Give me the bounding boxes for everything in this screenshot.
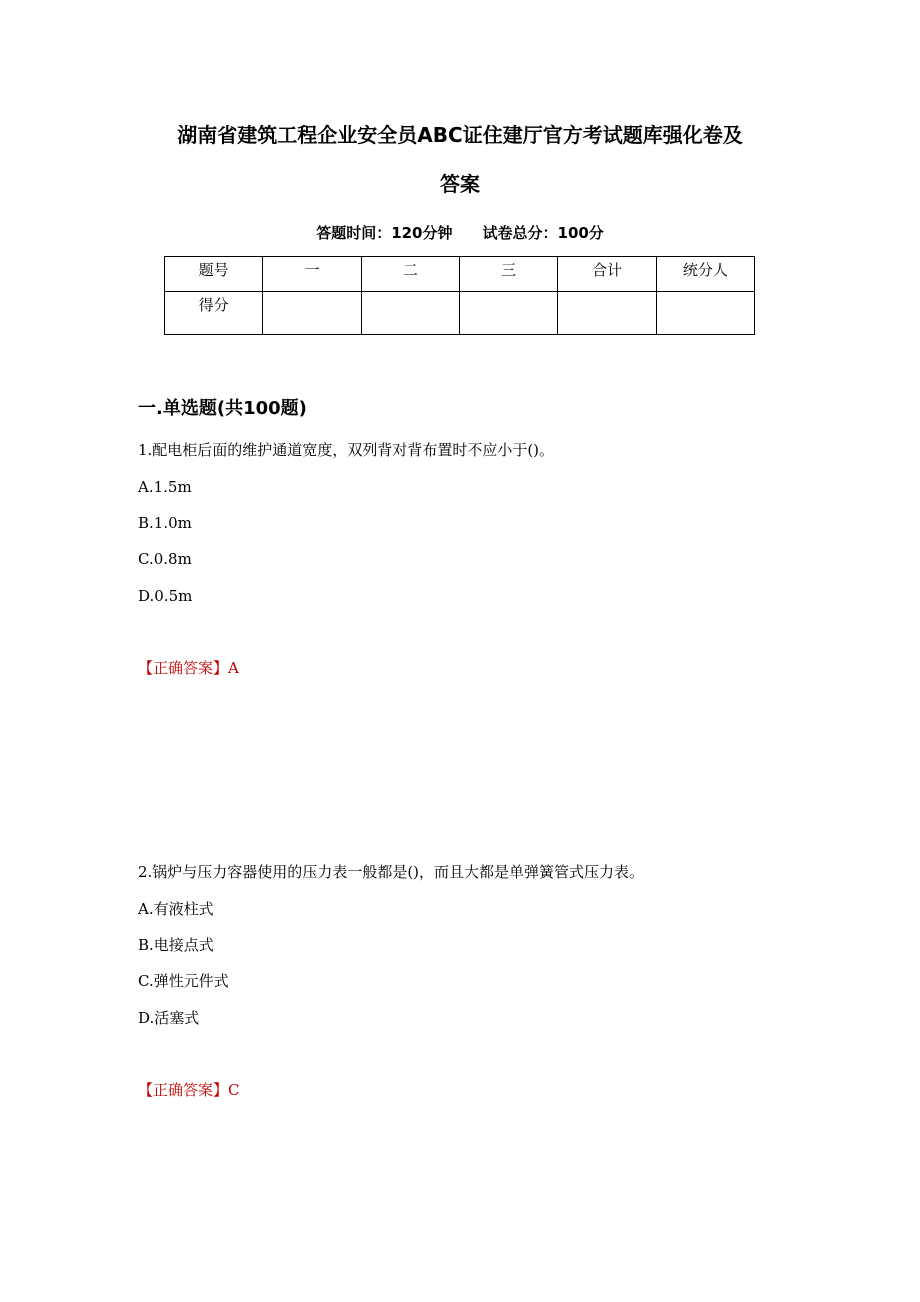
score-table — [164, 256, 755, 335]
option-c: C.弹性元件式 — [138, 972, 229, 990]
exam-time: 答题时间：120分钟 — [316, 224, 453, 242]
option-a: A.有液柱式 — [138, 900, 214, 918]
score-row-label: 得分 — [165, 292, 263, 335]
score-cell — [656, 292, 754, 335]
option-d: D.活塞式 — [138, 1009, 200, 1027]
correct-answer: 【正确答案】C — [138, 1081, 240, 1099]
exam-meta — [0, 222, 920, 244]
score-table-score-row — [165, 292, 755, 335]
score-table-header-cell: 二 — [361, 257, 459, 292]
title-line-2: 答案 — [440, 172, 480, 196]
score-cell — [361, 292, 459, 335]
option-c: C.0.8m — [138, 550, 192, 568]
option-b: B.电接点式 — [138, 936, 214, 954]
score-table-header-row — [165, 257, 755, 292]
option-d: D.0.5m — [138, 587, 193, 605]
correct-answer: 【正确答案】A — [138, 659, 239, 677]
score-cell — [263, 292, 361, 335]
title-line-1: 湖南省建筑工程企业安全员ABC证住建厅官方考试题库强化卷及 — [177, 123, 743, 147]
score-table-header-cell: 三 — [459, 257, 557, 292]
score-table-header-cell: 题号 — [165, 257, 263, 292]
option-a: A.1.5m — [138, 478, 192, 496]
option-b: B.1.0m — [138, 514, 192, 532]
score-table-header-cell: 一 — [263, 257, 361, 292]
question-stem: 2.锅炉与压力容器使用的压力表一般都是()，而且大都是单弹簧管式压力表。 — [138, 863, 645, 881]
score-cell — [459, 292, 557, 335]
score-cell — [558, 292, 656, 335]
score-table-header-cell: 合计 — [558, 257, 656, 292]
question-stem: 1.配电柜后面的维护通道宽度，双列背对背布置时不应小于()。 — [138, 441, 555, 459]
section-heading: 一.单选题(共100题) — [138, 398, 307, 419]
exam-total-score: 试卷总分：100分 — [482, 224, 604, 242]
score-table-header-cell: 统分人 — [656, 257, 754, 292]
